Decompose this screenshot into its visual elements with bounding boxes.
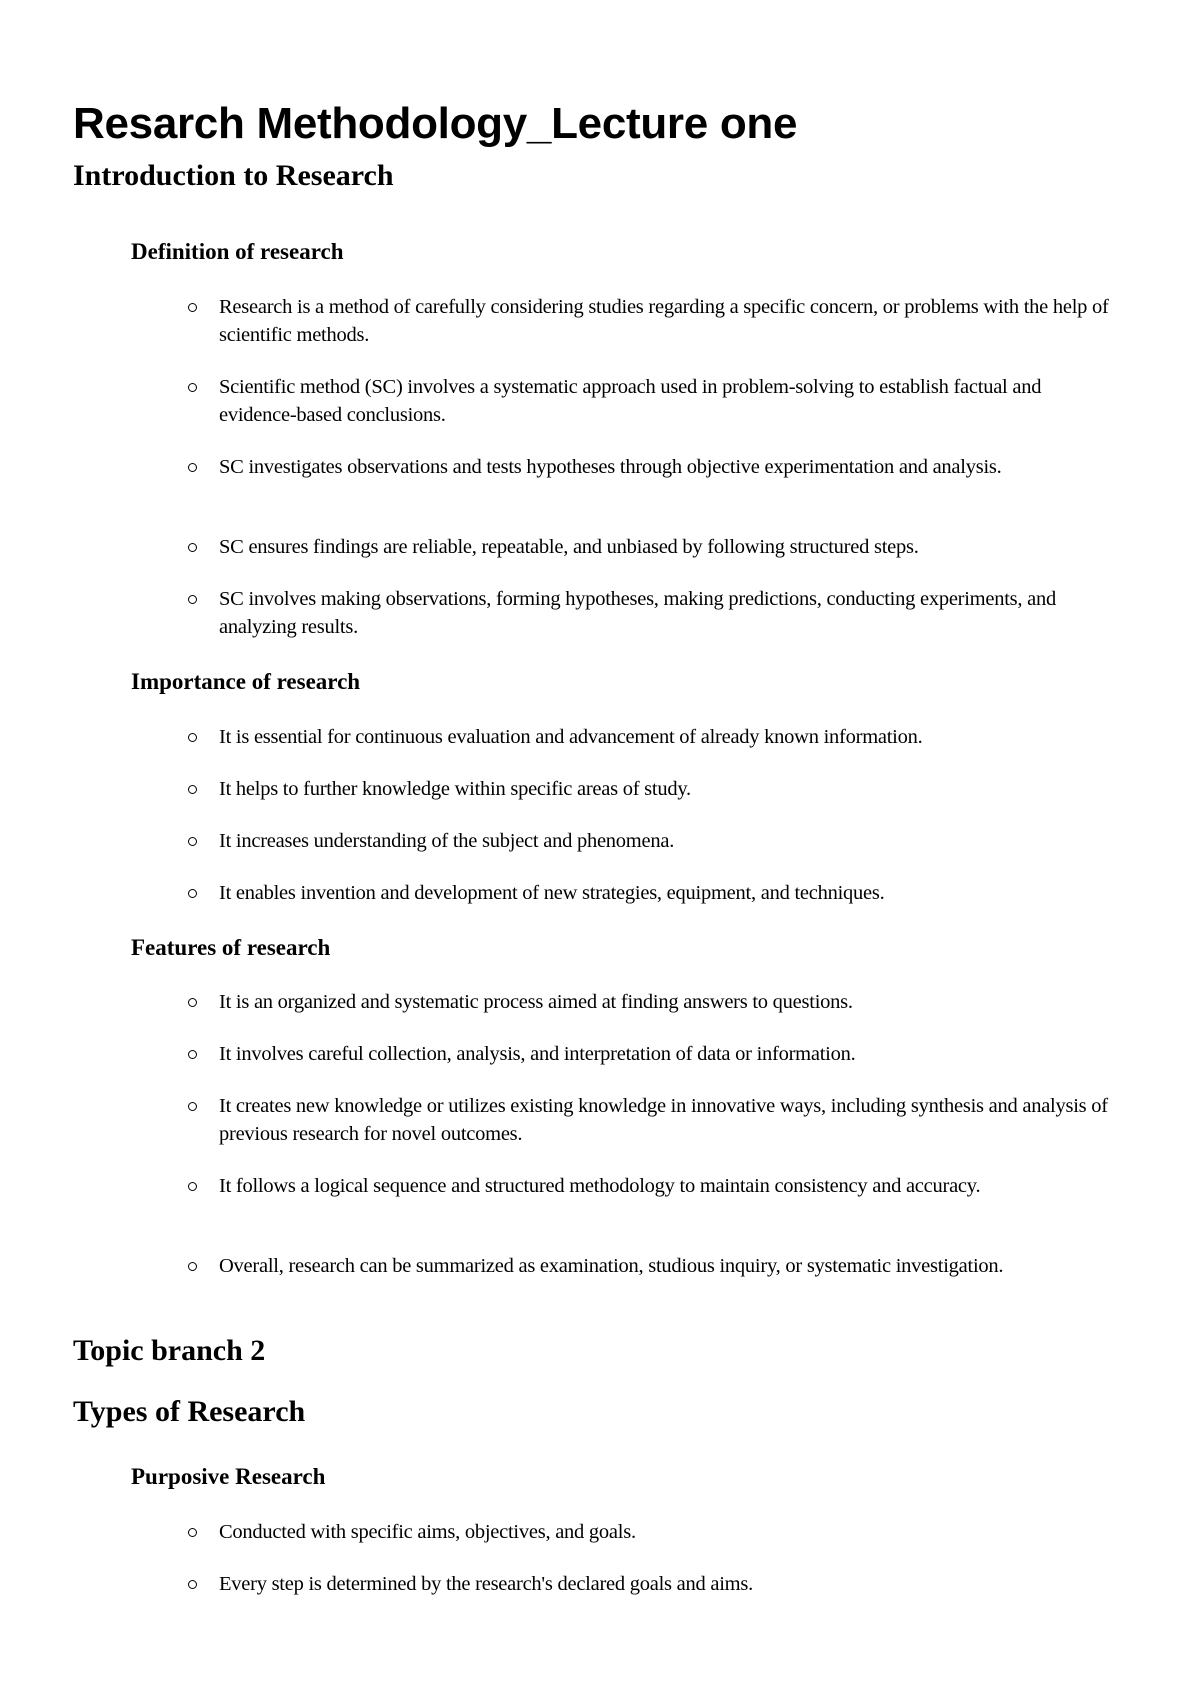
bullet-circle-icon [188,785,197,794]
section-heading: Topic branch 2 [73,1334,266,1367]
list-item-text: Conducted with specific aims, objectives, and goals. [219,1521,636,1543]
bullet-circle-icon [188,733,197,742]
list-item [188,373,1118,429]
list-item [188,1092,1118,1148]
bullet-circle-icon [188,1262,197,1271]
bullet-circle-icon [188,1102,197,1111]
list-item-text: It involves careful collection, analysis, and interpretation of data or information. [219,1043,856,1065]
bullet-circle-icon [188,837,197,846]
bullet-circle-icon [188,383,197,392]
list-item [188,533,1118,561]
bullet-circle-icon [188,1580,197,1589]
section-heading: Introduction to Research [73,159,394,192]
list-item-text: It helps to further knowledge within specific areas of study. [219,778,691,800]
list-item [188,827,1118,855]
list-item [188,453,1118,481]
bullet-circle-icon [188,1528,197,1537]
subsection-heading: Features of research [131,935,331,960]
list-item-text: It is an organized and systematic process aimed at finding answers to questions. [219,991,853,1013]
list-item-text: SC involves making observations, forming hypotheses, making predictions, conducting experiments, and analyzing results. [219,588,1057,638]
list-item [188,1252,1118,1280]
subsection-heading: Importance of research [131,669,361,694]
section-heading: Types of Research [73,1395,306,1428]
list-item-text: It creates new knowledge or utilizes existing knowledge in innovative ways, including synthesis and analysis of previous research for novel outcomes. [219,1095,1108,1145]
list-item-text: Research is a method of carefully considering studies regarding a specific concern, or problems with the help of scientific methods. [219,296,1109,346]
bullet-circle-icon [188,998,197,1007]
list-item-text: It is essential for continuous evaluation and advancement of already known information. [219,726,923,748]
subsection-heading: Definition of research [131,239,344,264]
list-item [188,879,1118,907]
list-item [188,988,1118,1016]
bullet-circle-icon [188,303,197,312]
bullet-circle-icon [188,543,197,552]
list-item-text: Overall, research can be summarized as examination, studious inquiry, or systematic investigation. [219,1255,1004,1277]
list-item [188,1040,1118,1068]
bullet-circle-icon [188,463,197,472]
list-item [188,585,1118,641]
list-item-text: It enables invention and development of new strategies, equipment, and techniques. [219,882,885,904]
bullet-circle-icon [188,1050,197,1059]
list-item [188,723,1118,751]
list-item [188,1172,1118,1200]
list-item-text: SC investigates observations and tests hypotheses through objective experimentation and analysis. [219,456,1002,478]
list-item [188,775,1118,803]
list-item-text: Every step is determined by the research's declared goals and aims. [219,1573,753,1595]
list-item-text: It increases understanding of the subject and phenomena. [219,830,675,852]
subsection-heading: Purposive Research [131,1464,326,1489]
bullet-circle-icon [188,1182,197,1191]
list-item [188,1518,1118,1546]
bullet-circle-icon [188,889,197,898]
list-item-text: SC ensures findings are reliable, repeatable, and unbiased by following structured steps. [219,536,919,558]
bullet-circle-icon [188,595,197,604]
list-item-text: Scientific method (SC) involves a systematic approach used in problem-solving to establish factual and evidence-based conclusions. [219,376,1042,426]
list-item [188,1570,1118,1598]
list-item [188,293,1118,349]
list-item-text: It follows a logical sequence and structured methodology to maintain consistency and accuracy. [219,1175,981,1197]
page-title: Resarch Methodology_Lecture one [73,99,798,148]
